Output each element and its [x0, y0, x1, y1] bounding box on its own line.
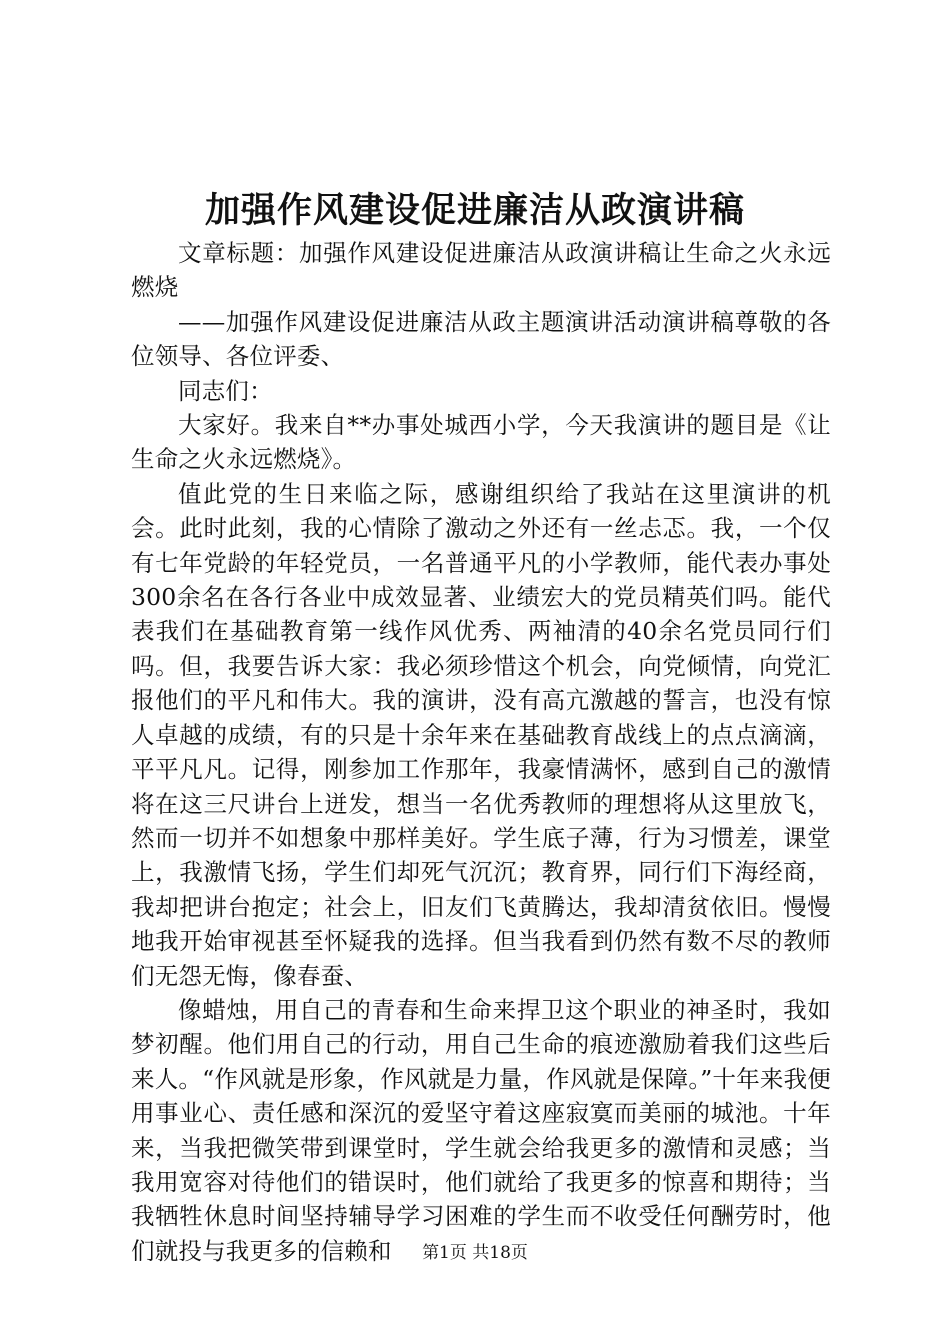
- page-number-footer: 第1页 共18页: [422, 1243, 528, 1263]
- paragraph: 同志们：: [178, 376, 273, 405]
- paragraph: 大家好。我来自**办事处城西小学，今天我演讲的题目是《让生命之火永远燃烧》。: [131, 411, 831, 474]
- document-body: [131, 236, 831, 1268]
- document-title: 加强作风建设促进廉洁从政演讲稿: [204, 190, 745, 231]
- paragraph: ——加强作风建设促进廉洁从政主题演讲活动演讲稿尊敬的各位领导、各位评委、: [131, 307, 831, 371]
- paragraph: 像蜡烛，用自己的青春和生命来捍卫这个职业的神圣时，我如梦初醒。他们用自己的行动，用自己生命的痕迹激励着我们这些后来人。“作风就是形象，作风就是力量，作风就是保障。”十年来我便用事业心、责任感和深沉的爱坚守着这座寂寞而美丽的城池。十年来，当我把微笑带到课堂时，学生就会给我更多的激情和灵感；当我用宽容对待他们的错误时，他们就给了我更多的惊喜和期待；当我牺牲休息时间坚持辅导学习困难的学生而不收受任何酬劳时，他们就投与我更多的信赖和: [131, 995, 831, 1265]
- paragraph: 值此党的生日来临之际，感谢组织给了我站在这里演讲的机会。此时此刻，我的心情除了激动之外还有一丝忐忑。我，一个仅有七年党龄的年轻党员，一名普通平凡的小学教师，能代表办事处300余名在各行各业中成效显著、业绩宏大的党员精英们吗。能代表我们在基础教育第一线作风优秀、两袖清的40余名党员同行们吗。但，我要告诉大家：我必须珍惜这个机会，向党倾情，向党汇报他们的平凡和伟大。我的演讲，没有高亢激越的誓言，也没有惊人卓越的成绩，有的只是十余年来在基础教育战线上的点点滴滴，平平凡凡。记得，刚参加工作那年，我豪情满怀，感到自己的激情将在这三尺讲台上迸发，想当一名优秀教师的理想将从这里放飞，然而一切并不如想象中那样美好。学生底子薄，行为习惯差，课堂上，我激情飞扬，学生们却死气沉沉；教育界，同行们下海经商，我却把讲台抱定；社会上，旧友们飞黄腾达，我却清贫依旧。慢慢地我开始审视甚至怀疑我的选择。但当我看到仍然有数不尽的教师们无怨无悔，像春蚕、: [131, 479, 831, 990]
- paragraph: 文章标题：加强作风建设促进廉洁从政演讲稿让生命之火永远燃烧: [131, 239, 831, 302]
